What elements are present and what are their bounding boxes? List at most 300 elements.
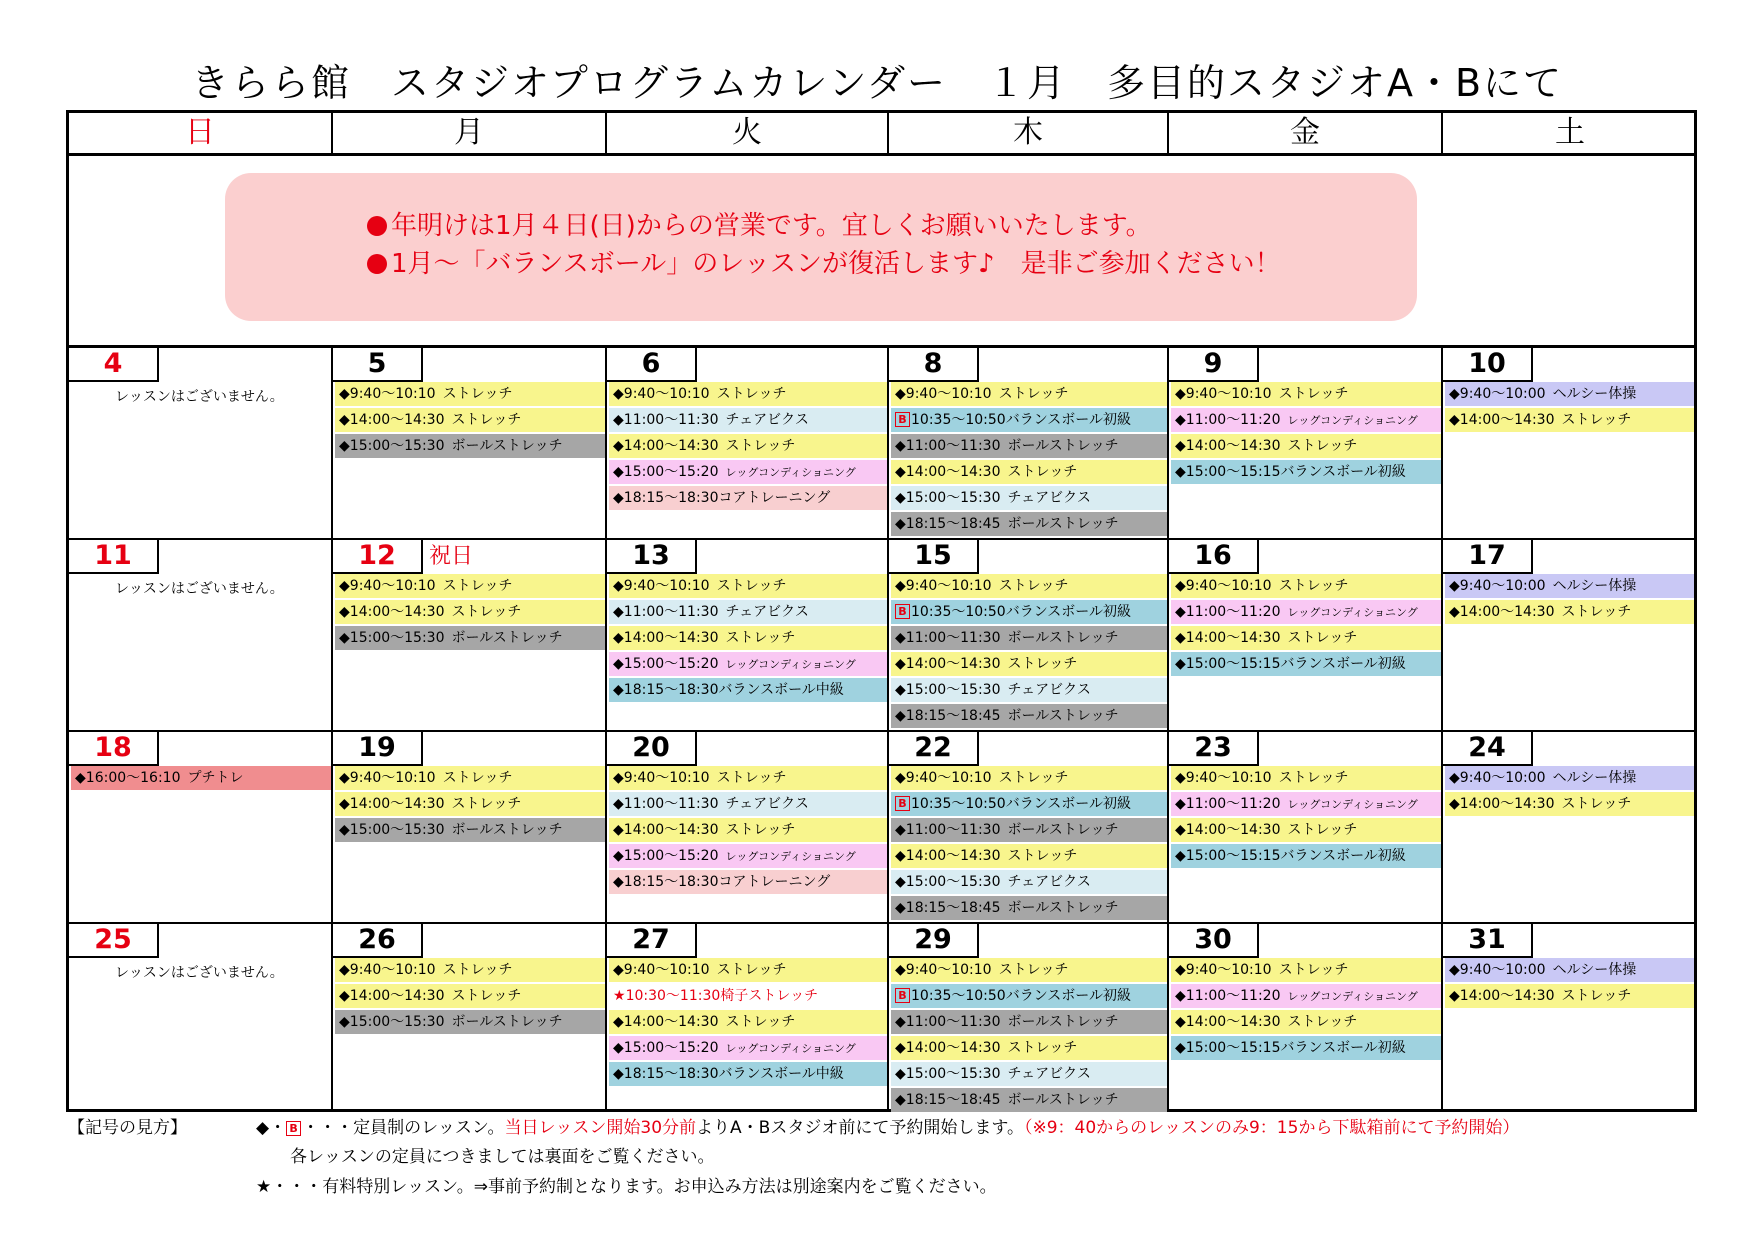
diamond-icon: ◆ (1175, 962, 1186, 978)
lesson-entry (335, 792, 605, 816)
lesson-entry (609, 574, 887, 598)
lesson-entry (891, 626, 1167, 650)
lesson-entry (891, 600, 1167, 624)
day-cell (607, 732, 887, 922)
holiday-label: 祝日 (429, 544, 474, 569)
day-number: 16 (1169, 540, 1259, 574)
diamond-icon: ◆ (339, 962, 350, 978)
diamond-icon: ◆ (895, 438, 906, 454)
lesson-time: 10:30～11:30 (625, 988, 721, 1004)
lesson-name: バランスボール初級 (1005, 988, 1132, 1004)
lesson-entry (609, 1062, 887, 1086)
lesson-list (1171, 382, 1441, 486)
lesson-entry (335, 600, 605, 624)
lesson-time: 9:40～10:10 (1185, 962, 1272, 978)
lesson-time: 14:00～14:30 (349, 796, 445, 812)
lesson-name: ストレッチ (725, 438, 796, 454)
day-number: 12 (333, 540, 423, 574)
lesson-name: ボールストレッチ (451, 822, 563, 838)
lesson-entry (609, 600, 887, 624)
lesson-list (1445, 382, 1694, 434)
lesson-time: 18:15～18:30 (623, 490, 719, 506)
notice-line-2 (367, 247, 1281, 281)
lesson-time: 9:40～10:00 (1459, 770, 1546, 786)
diamond-icon: ◆ (339, 796, 350, 812)
spacer (1546, 962, 1553, 978)
lesson-entry (335, 434, 605, 458)
lesson-name: ストレッチ (1007, 656, 1078, 672)
day-cell (333, 348, 605, 538)
diamond-icon: ◆ (613, 962, 624, 978)
day-number: 5 (333, 348, 423, 382)
lesson-time: 14:00～14:30 (905, 848, 1001, 864)
lesson-time: 9:40～10:10 (349, 386, 436, 402)
diamond-icon: ◆ (1449, 386, 1460, 402)
day-number: 6 (607, 348, 697, 382)
no-lesson-text: レッスンはございません。 (115, 965, 284, 981)
lesson-entry (1171, 818, 1441, 842)
diamond-icon: ◆ (895, 630, 906, 646)
lesson-time: 14:00～14:30 (623, 630, 719, 646)
lesson-time: 18:15～18:45 (905, 900, 1001, 916)
diamond-icon: ◆ (339, 630, 350, 646)
day-cell (1169, 732, 1441, 922)
lesson-time: 11:00～11:30 (905, 1014, 1001, 1030)
diamond-icon: ◆ (1175, 770, 1186, 786)
diamond-icon: ◆ (339, 822, 350, 838)
day-cell (69, 348, 331, 538)
lesson-time: 15:00～15:30 (905, 1066, 1001, 1082)
diamond-icon: ◆ (895, 516, 906, 532)
day-cell (333, 540, 605, 730)
lesson-name: ストレッチ (1561, 988, 1632, 1004)
lesson-entry (891, 1036, 1167, 1060)
lesson-time: 9:40～10:10 (905, 962, 992, 978)
diamond-icon: ◆ (1449, 604, 1460, 620)
lesson-entry (1171, 460, 1441, 484)
lesson-name: ストレッチ (451, 604, 522, 620)
lesson-time: 11:00～11:30 (905, 438, 1001, 454)
day-number: 11 (69, 540, 159, 574)
lesson-entry (891, 984, 1167, 1008)
weekday-sun: 日 (185, 115, 215, 150)
lesson-name: ボールストレッチ (1007, 822, 1119, 838)
spacer (436, 578, 443, 594)
lesson-time: 9:40～10:10 (349, 770, 436, 786)
lesson-entry (891, 652, 1167, 676)
lesson-name: ストレッチ (1287, 1014, 1358, 1030)
day-number: 22 (889, 732, 979, 766)
lesson-entry (609, 460, 887, 484)
lesson-time: 14:00～14:30 (1459, 988, 1555, 1004)
lesson-time: 15:00～15:15 (1185, 656, 1281, 672)
lesson-entry (609, 408, 887, 432)
diamond-icon: ◆ (895, 770, 906, 786)
diamond-icon: ◆ (895, 962, 906, 978)
lesson-name: レッグコンディショニング (1287, 606, 1418, 619)
spacer (436, 386, 443, 402)
lesson-entry (891, 704, 1167, 728)
lesson-name: ストレッチ (725, 822, 796, 838)
lesson-name: ストレッチ (1007, 464, 1078, 480)
lesson-list (1171, 958, 1441, 1062)
lesson-name: コアトレーニング (718, 490, 831, 506)
lesson-name: レッグコンディショニング (1287, 990, 1418, 1003)
day-cell (607, 540, 887, 730)
day-cell (333, 732, 605, 922)
legend-line-2: 各レッスンの定員につきましては裏面をご覧ください。 (290, 1147, 715, 1167)
day-cell (1169, 348, 1441, 538)
legend-text: ・・・定員制のレッスン。 (302, 1118, 505, 1138)
lesson-name: バランスボール中級 (718, 682, 844, 698)
lesson-name: ヘルシー体操 (1552, 578, 1637, 594)
lesson-time: 15:00～15:20 (623, 848, 719, 864)
diamond-icon: ◆ (1175, 386, 1186, 402)
lesson-time: 14:00～14:30 (349, 412, 445, 428)
day-number: 8 (889, 348, 979, 382)
legend-red-text: （※9：40からのレッスンのみ9：15から下駄箱前にて予約開始） (1023, 1118, 1520, 1138)
lesson-time: 9:40～10:00 (1459, 578, 1546, 594)
lesson-time: 18:15～18:45 (905, 708, 1001, 724)
lesson-entry (1171, 600, 1441, 624)
lesson-name: バランスボール初級 (1280, 464, 1406, 480)
lesson-name: ストレッチ (998, 386, 1069, 402)
lesson-entry (609, 792, 887, 816)
lesson-time: 14:00～14:30 (1459, 796, 1555, 812)
lesson-entry (1171, 844, 1441, 868)
spacer (1272, 770, 1279, 786)
diamond-icon: ◆ (613, 464, 624, 480)
lesson-list (609, 574, 887, 704)
lesson-name: ストレッチ (716, 770, 787, 786)
spacer (992, 770, 999, 786)
lesson-time: 15:00～15:30 (905, 874, 1001, 890)
lesson-time: 14:00～14:30 (349, 604, 445, 620)
lesson-time: 14:00～14:30 (623, 438, 719, 454)
calendar-grid (66, 110, 1697, 1112)
lesson-time: 9:40～10:10 (349, 962, 436, 978)
lesson-entry (609, 678, 887, 702)
lesson-name: ストレッチ (725, 630, 796, 646)
lesson-name: ボールストレッチ (1007, 708, 1119, 724)
lesson-name: ストレッチ (442, 770, 513, 786)
lesson-entry (891, 382, 1167, 406)
diamond-icon: ◆ (339, 386, 350, 402)
lesson-entry (609, 766, 887, 790)
day-number: 4 (69, 348, 159, 382)
lesson-list (609, 382, 887, 512)
diamond-icon: ◆ (1175, 630, 1186, 646)
lesson-time: 14:00～14:30 (623, 1014, 719, 1030)
lesson-entry (609, 958, 887, 982)
day-cell (1169, 924, 1441, 1114)
lesson-time: 15:00～15:20 (623, 464, 719, 480)
spacer (992, 578, 999, 594)
spacer (1272, 578, 1279, 594)
lesson-entry (1171, 1036, 1441, 1060)
lesson-name: チェアビクス (725, 796, 809, 812)
lesson-time: 11:00～11:30 (905, 630, 1001, 646)
lesson-entry (609, 984, 887, 1008)
b-stamp-icon: B (895, 988, 910, 1003)
lesson-name: ストレッチ (451, 796, 522, 812)
header-divider (605, 113, 607, 153)
lesson-name: チェアビクス (1007, 682, 1091, 698)
lesson-entry (891, 434, 1167, 458)
lesson-time: 9:40～10:10 (623, 770, 710, 786)
lesson-time: 18:15～18:30 (623, 1066, 719, 1082)
lesson-entry (1171, 984, 1441, 1008)
lesson-list (1171, 574, 1441, 678)
weekday-thu: 木 (1013, 115, 1043, 150)
day-number: 30 (1169, 924, 1259, 958)
lesson-entry (609, 382, 887, 406)
lesson-time: 14:00～14:30 (1185, 822, 1281, 838)
lesson-name: レッグコンディショニング (725, 466, 856, 479)
diamond-icon: ◆ (613, 822, 624, 838)
lesson-list (891, 766, 1167, 922)
lesson-entry (71, 766, 331, 790)
lesson-entry (335, 766, 605, 790)
day-number: 10 (1443, 348, 1533, 382)
day-cell (1443, 732, 1694, 922)
lesson-name: ストレッチ (725, 1014, 796, 1030)
diamond-icon: ◆ (613, 848, 624, 864)
day-number: 25 (69, 924, 159, 958)
header-bottom-line (69, 153, 1694, 156)
diamond-icon: ◆ (895, 578, 906, 594)
lesson-list (1445, 958, 1694, 1010)
diamond-icon: ◆ (895, 1092, 906, 1108)
lesson-time: 16:00～16:10 (85, 770, 181, 786)
diamond-icon: ◆ (895, 822, 906, 838)
day-number: 20 (607, 732, 697, 766)
diamond-icon: ◆ (1449, 770, 1460, 786)
lesson-time: 11:00～11:20 (1185, 412, 1281, 428)
notice-text-2: 1月～「バランスボール」のレッスンが復活します♪ 是非ご参加ください！ (391, 249, 1281, 279)
diamond-icon: ◆ (895, 900, 906, 916)
diamond-icon: ◆ (1175, 1040, 1186, 1056)
lesson-time: 14:00～14:30 (1185, 630, 1281, 646)
day-number: 17 (1443, 540, 1533, 574)
weekday-sat: 土 (1555, 115, 1585, 150)
lesson-entry (335, 382, 605, 406)
diamond-marker: ◆・ (256, 1118, 287, 1138)
diamond-icon: ◆ (1175, 822, 1186, 838)
lesson-entry (1445, 984, 1694, 1008)
lesson-name: ストレッチ (1278, 962, 1349, 978)
lesson-entry (1445, 958, 1694, 982)
day-number: 31 (1443, 924, 1533, 958)
lesson-entry (609, 486, 887, 510)
lesson-time: 11:00～11:20 (1185, 604, 1281, 620)
lesson-time: 14:00～14:30 (905, 656, 1001, 672)
no-lesson-text: レッスンはございません。 (115, 389, 284, 405)
diamond-icon: ◆ (613, 412, 624, 428)
day-cell (333, 924, 605, 1114)
lesson-time: 15:00～15:15 (1185, 1040, 1281, 1056)
diamond-icon: ◆ (895, 874, 906, 890)
lesson-name: 椅子ストレッチ (720, 988, 819, 1004)
lesson-entry (609, 1010, 887, 1034)
lesson-name: バランスボール初級 (1005, 604, 1132, 620)
diamond-icon: ◆ (613, 438, 624, 454)
lesson-entry (335, 1010, 605, 1034)
lesson-time: 14:00～14:30 (1459, 412, 1555, 428)
lesson-name: レッグコンディショニング (725, 658, 856, 671)
lesson-name: ストレッチ (1561, 412, 1632, 428)
diamond-icon: ◆ (339, 1014, 350, 1030)
diamond-icon: ◆ (895, 848, 906, 864)
notice-box (225, 173, 1417, 321)
diamond-icon: ◆ (895, 1014, 906, 1030)
lesson-time: 11:00～11:30 (905, 822, 1001, 838)
day-cell (69, 540, 331, 730)
lesson-time: 11:00～11:20 (1185, 988, 1281, 1004)
lesson-list (335, 382, 605, 460)
lesson-entry (891, 1088, 1167, 1112)
lesson-entry (1445, 600, 1694, 624)
lesson-entry (335, 984, 605, 1008)
lesson-name: バランスボール初級 (1280, 1040, 1406, 1056)
lesson-list (1445, 574, 1694, 626)
day-number: 19 (333, 732, 423, 766)
lesson-name: ボールストレッチ (451, 1014, 563, 1030)
lesson-entry (335, 818, 605, 842)
diamond-icon: ◆ (75, 770, 86, 786)
weekday-mon: 月 (454, 115, 484, 150)
diamond-icon: ◆ (895, 708, 906, 724)
diamond-icon: ◆ (1175, 988, 1186, 1004)
lesson-entry (1171, 574, 1441, 598)
lesson-time: 18:15～18:30 (623, 682, 719, 698)
lesson-time: 15:00～15:15 (1185, 464, 1281, 480)
lesson-entry (1445, 574, 1694, 598)
lesson-time: 14:00～14:30 (1185, 1014, 1281, 1030)
diamond-icon: ◆ (1175, 796, 1186, 812)
lesson-name: ヘルシー体操 (1552, 770, 1637, 786)
lesson-entry (891, 1062, 1167, 1086)
lesson-time: 15:00～15:30 (349, 438, 445, 454)
diamond-icon: ◆ (1175, 578, 1186, 594)
spacer (1272, 386, 1279, 402)
lesson-name: バランスボール初級 (1005, 412, 1132, 428)
lesson-name: ストレッチ (451, 988, 522, 1004)
diamond-icon: ◆ (339, 988, 350, 1004)
lesson-entry (609, 652, 887, 676)
lesson-time: 11:00～11:20 (1185, 796, 1281, 812)
diamond-icon: ◆ (613, 630, 624, 646)
lesson-time: 9:40～10:10 (905, 770, 992, 786)
diamond-icon: ◆ (613, 770, 624, 786)
lesson-list (1171, 766, 1441, 870)
lesson-list (335, 958, 605, 1036)
diamond-icon: ◆ (1175, 412, 1186, 428)
lesson-name: レッグコンディショニング (725, 850, 856, 863)
day-cell (1443, 348, 1694, 538)
lesson-name: ボールストレッチ (1007, 1014, 1119, 1030)
lesson-time: 9:40～10:10 (905, 386, 992, 402)
lesson-entry (891, 408, 1167, 432)
lesson-name: ストレッチ (998, 962, 1069, 978)
lesson-entry (1171, 1010, 1441, 1034)
day-number: 24 (1443, 732, 1533, 766)
lesson-name: ストレッチ (442, 386, 513, 402)
lesson-entry (1171, 958, 1441, 982)
diamond-icon: ◆ (1175, 656, 1186, 672)
spacer (992, 386, 999, 402)
lesson-list (335, 574, 605, 652)
day-cell (1443, 924, 1694, 1114)
spacer (710, 386, 717, 402)
lesson-entry (1445, 408, 1694, 432)
lesson-name: ストレッチ (716, 386, 787, 402)
diamond-icon: ◆ (613, 578, 624, 594)
lesson-name: ストレッチ (1007, 848, 1078, 864)
lesson-entry (609, 1036, 887, 1060)
day-cell (1443, 540, 1694, 730)
lesson-list (891, 382, 1167, 538)
lesson-time: 14:00～14:30 (1185, 438, 1281, 454)
diamond-icon: ◆ (613, 874, 624, 890)
lesson-list (891, 574, 1167, 730)
lesson-name: ストレッチ (442, 962, 513, 978)
red-dot-icon (367, 254, 387, 274)
lesson-entry (1171, 626, 1441, 650)
lesson-entry (891, 486, 1167, 510)
legend-red-text: 当日レッスン開始30分前 (504, 1118, 697, 1138)
lesson-entry (891, 574, 1167, 598)
lesson-name: ストレッチ (1561, 796, 1632, 812)
lesson-entry (891, 958, 1167, 982)
lesson-name: ストレッチ (1007, 1040, 1078, 1056)
lesson-entry (609, 818, 887, 842)
lesson-time: 14:00～14:30 (905, 464, 1001, 480)
lesson-entry (609, 870, 887, 894)
lesson-entry (335, 574, 605, 598)
lesson-name: バランスボール初級 (1280, 848, 1406, 864)
lesson-entry (891, 896, 1167, 920)
diamond-icon: ◆ (895, 1066, 906, 1082)
lesson-time: 15:00～15:20 (623, 656, 719, 672)
spacer (1546, 770, 1553, 786)
day-cell (889, 732, 1167, 922)
diamond-icon: ◆ (339, 604, 350, 620)
lesson-entry (1171, 408, 1441, 432)
lesson-entry (1445, 766, 1694, 790)
diamond-icon: ◆ (613, 1014, 624, 1030)
spacer (710, 578, 717, 594)
lesson-name: バランスボール中級 (718, 1066, 844, 1082)
lesson-name: チェアビクス (1007, 1066, 1091, 1082)
lesson-time: 10:35～10:50 (911, 796, 1006, 812)
lesson-entry (1171, 792, 1441, 816)
lesson-entry (891, 818, 1167, 842)
spacer (1272, 962, 1279, 978)
b-stamp-icon: B (895, 412, 910, 427)
lesson-name: プチトレ (187, 770, 244, 786)
lesson-entry (1171, 382, 1441, 406)
diamond-icon: ◆ (895, 386, 906, 402)
diamond-icon: ◆ (613, 796, 624, 812)
day-cell (69, 732, 331, 922)
lesson-name: レッグコンディショニング (725, 1042, 856, 1055)
day-number: 26 (333, 924, 423, 958)
spacer (992, 962, 999, 978)
diamond-icon: ◆ (1175, 1014, 1186, 1030)
lesson-time: 10:35～10:50 (911, 604, 1006, 620)
diamond-icon: ◆ (613, 490, 624, 506)
